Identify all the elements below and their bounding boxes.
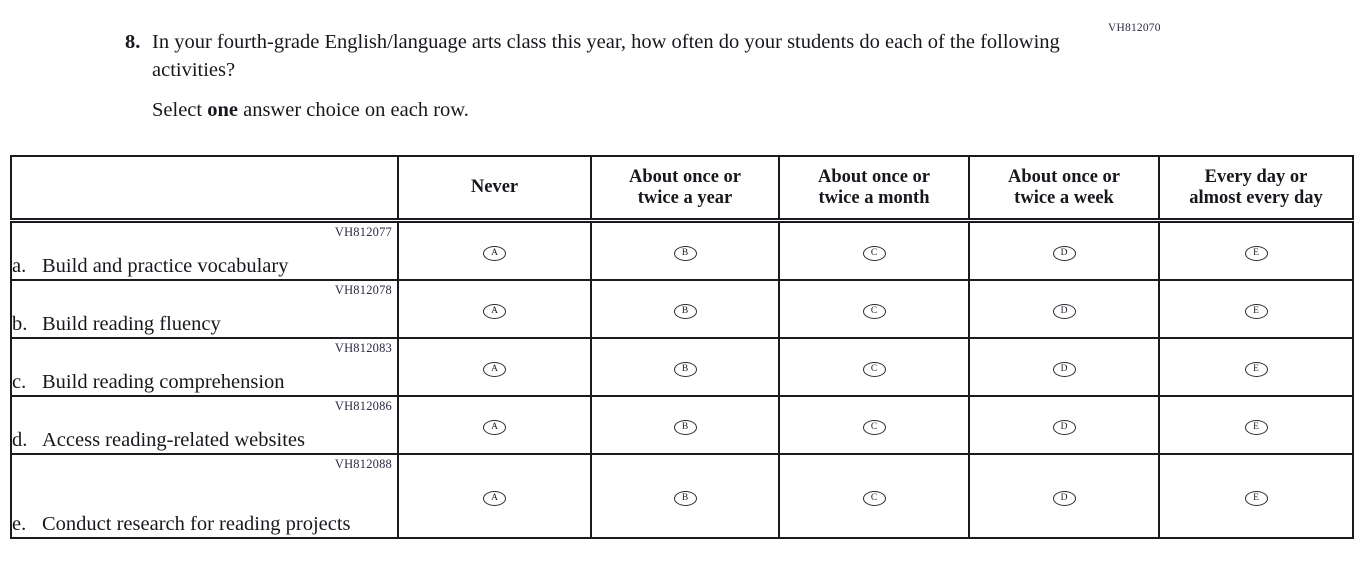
answer-bubble-c-year[interactable]: B (674, 362, 697, 377)
header-row (11, 156, 1353, 221)
activity-cell-e (11, 454, 398, 538)
row-marker: b. (12, 313, 28, 335)
answer-bubble-e-never[interactable]: A (483, 491, 506, 506)
instruction-suffix: answer choice on each row. (237, 99, 469, 121)
answer-cell (969, 338, 1159, 396)
activity-row-b (11, 280, 1353, 338)
activity-row-c (11, 338, 1353, 396)
answer-bubble-a-never[interactable]: A (483, 246, 506, 261)
activity-row-e (11, 454, 1353, 538)
answer-bubble-e-week[interactable]: D (1053, 491, 1076, 506)
activity-label (12, 253, 382, 279)
answer-bubble-d-week[interactable]: D (1053, 420, 1076, 435)
answer-cell (779, 338, 969, 396)
answer-cell (591, 454, 779, 538)
answer-cell (779, 280, 969, 338)
answer-bubble-d-year[interactable]: B (674, 420, 697, 435)
activity-label-text: Build and practice vocabulary (42, 255, 289, 277)
answer-cell (591, 221, 779, 281)
answer-cell (591, 338, 779, 396)
activity-cell-b (11, 280, 398, 338)
row-code: VH812077 (334, 225, 392, 239)
answer-bubble-b-month[interactable]: C (863, 304, 886, 319)
activity-label (12, 427, 382, 453)
activity-cell-d (11, 396, 398, 454)
row-marker: d. (12, 429, 28, 451)
activity-label-text: Conduct research for reading projects (42, 513, 351, 535)
activity-row-a (11, 221, 1353, 281)
instruction-bold-word: one (207, 99, 238, 121)
question-number: 8. (125, 31, 141, 53)
activity-cell-c (11, 338, 398, 396)
answer-bubble-c-never[interactable]: A (483, 362, 506, 377)
column-header-month: About once or twice a month (779, 156, 969, 221)
column-header-everyday: Every day or almost every day (1159, 156, 1353, 221)
question-block (125, 28, 1070, 124)
answer-cell (398, 221, 591, 281)
column-header-week: About once or twice a week (969, 156, 1159, 221)
answer-cell (1159, 338, 1353, 396)
answer-bubble-a-everyday[interactable]: E (1245, 246, 1268, 261)
activity-label (12, 311, 382, 337)
row-code: VH812086 (334, 399, 392, 413)
activity-row-d (11, 396, 1353, 454)
instruction-prefix: Select (152, 99, 208, 121)
answer-cell (398, 396, 591, 454)
answer-cell (969, 221, 1159, 281)
activity-label (12, 511, 382, 537)
answer-cell (398, 338, 591, 396)
question-instruction (152, 96, 1070, 124)
row-code: VH812083 (334, 341, 392, 355)
row-marker: a. (12, 255, 27, 277)
answer-cell (398, 454, 591, 538)
answer-cell (1159, 221, 1353, 281)
activity-cell-a (11, 221, 398, 281)
answer-bubble-e-everyday[interactable]: E (1245, 491, 1268, 506)
answer-bubble-a-month[interactable]: C (863, 246, 886, 261)
column-header-year: About once or twice a year (591, 156, 779, 221)
answer-cell (591, 396, 779, 454)
answer-cell (779, 396, 969, 454)
answer-bubble-a-year[interactable]: B (674, 246, 697, 261)
answer-bubble-e-year[interactable]: B (674, 491, 697, 506)
column-header-blank (11, 156, 398, 221)
answer-bubble-a-week[interactable]: D (1053, 246, 1076, 261)
frequency-matrix-table (10, 155, 1354, 539)
answer-cell (1159, 396, 1353, 454)
answer-bubble-b-never[interactable]: A (483, 304, 506, 319)
answer-bubble-c-everyday[interactable]: E (1245, 362, 1268, 377)
row-code: VH812078 (334, 283, 392, 297)
answer-bubble-c-month[interactable]: C (863, 362, 886, 377)
activity-label-text: Build reading comprehension (42, 371, 285, 393)
column-header-never: Never (398, 156, 591, 221)
row-marker: e. (12, 513, 27, 535)
answer-bubble-d-month[interactable]: C (863, 420, 886, 435)
answer-cell (779, 454, 969, 538)
answer-cell (779, 221, 969, 281)
answer-bubble-e-month[interactable]: C (863, 491, 886, 506)
answer-bubble-b-everyday[interactable]: E (1245, 304, 1268, 319)
row-marker: c. (12, 371, 27, 393)
answer-cell (969, 396, 1159, 454)
answer-cell (969, 280, 1159, 338)
answer-cell (1159, 280, 1353, 338)
question-form-code: VH812070 (1108, 22, 1161, 34)
answer-bubble-b-year[interactable]: B (674, 304, 697, 319)
activity-label (12, 369, 382, 395)
answer-cell (969, 454, 1159, 538)
answer-cell (398, 280, 591, 338)
question-text: In your fourth-grade English/language arts class this year, how often do your students do each of the following activities? (152, 31, 1060, 81)
answer-bubble-c-week[interactable]: D (1053, 362, 1076, 377)
activity-label-text: Access reading-related websites (42, 429, 305, 451)
answer-cell (591, 280, 779, 338)
answer-cell (1159, 454, 1353, 538)
row-code: VH812088 (334, 457, 392, 471)
activity-label-text: Build reading fluency (42, 313, 221, 335)
answer-bubble-d-everyday[interactable]: E (1245, 420, 1268, 435)
answer-bubble-b-week[interactable]: D (1053, 304, 1076, 319)
answer-bubble-d-never[interactable]: A (483, 420, 506, 435)
